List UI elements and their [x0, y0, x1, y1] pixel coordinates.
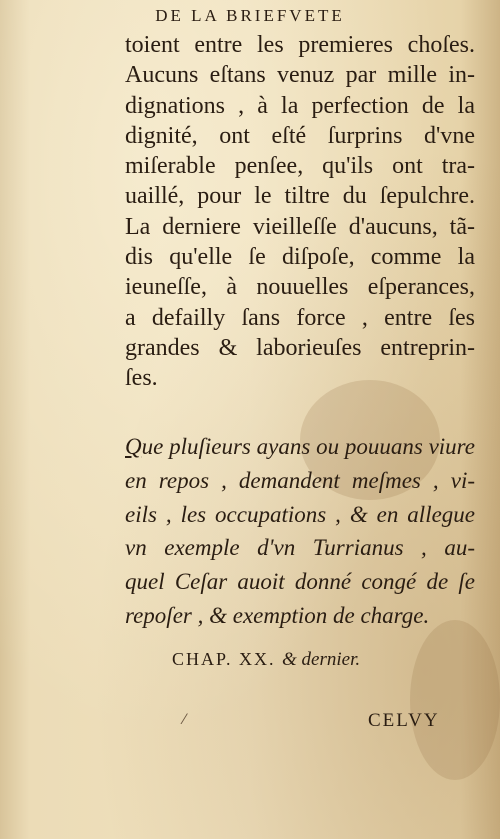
running-head: DE LA BRIEFVETE [155, 6, 345, 25]
text-line: ieuneſſe, à nouuelles eſperances, [125, 274, 475, 301]
summary-line: Que pluſieurs ayans ou pouuans viure [125, 434, 475, 459]
text-line: miſerable penſee, qu'ils ont tra- [125, 153, 475, 180]
body-text [125, 30, 475, 394]
summary-line: repoſer , & exemption de charge. [125, 602, 430, 628]
paper-stain [410, 620, 500, 780]
text-line: Aucuns eſtans venuz par mille in- [125, 62, 475, 89]
chapter-summary [125, 430, 475, 633]
text-line: dignations , à la perfection de la [125, 92, 475, 119]
text-line: dis qu'elle ſe diſpoſe, comme la [125, 244, 475, 271]
text-line: a defailly ſans force , entre ſes [125, 304, 475, 331]
chapter-suffix: & dernier. [282, 649, 361, 670]
text-line: uaillé, pour le tiltre du ſepulchre. [125, 183, 475, 210]
text-line: toient entre les premieres choſes. [125, 32, 475, 58]
summary-line: quel Ceſar auoit donné congé de ſe [125, 569, 475, 595]
summary-line: en repos , demandent meſmes , vi- [125, 467, 475, 493]
margin-mark: ⁄ [183, 712, 186, 728]
text-line: ſes. [125, 365, 158, 392]
chapter-heading [172, 649, 360, 671]
catchword: CELVY [368, 710, 440, 731]
chapter-label: CHAP. XX. [172, 649, 276, 669]
text-line: grandes & laborieuſes entreprin- [125, 334, 475, 361]
text-line: La derniere vieilleſſe d'aucuns, tã- [125, 213, 475, 240]
text-line: dignité, ont eſté ſurprins d'vne [125, 122, 475, 149]
summary-line: eils , les occupations , & en allegue [125, 501, 475, 527]
summary-line: vn exemple d'vn Turrianus , au- [125, 535, 475, 561]
